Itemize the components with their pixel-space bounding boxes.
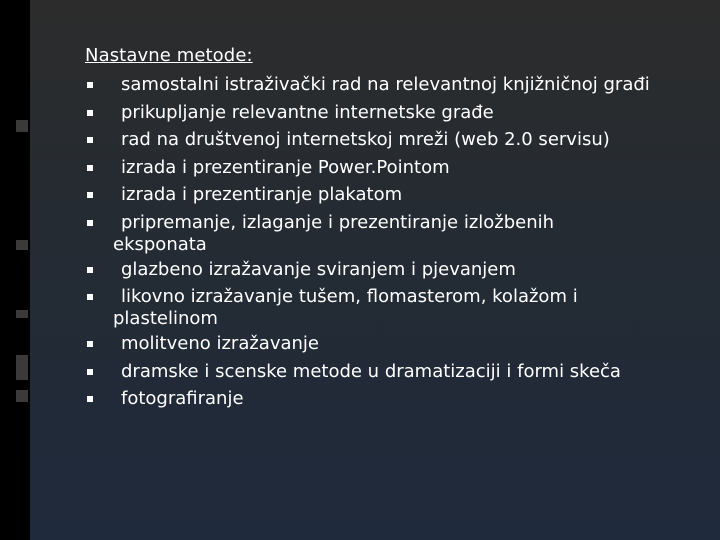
- list-item: [85, 333, 695, 355]
- accent-mark: [16, 310, 28, 318]
- accent-block: [16, 51, 28, 85]
- list-item: [85, 388, 695, 410]
- list-item-text: samostalni istraživački rad na relevantnoj knjižničnoj građi: [121, 74, 650, 95]
- accent-mark: [16, 355, 28, 380]
- list-item: [85, 259, 695, 281]
- square-bullet-icon: [87, 396, 93, 402]
- list-item-text: rad na društvenoj internetskoj mreži (web 2.0 servisu): [121, 129, 610, 150]
- accent-mark: [16, 120, 28, 132]
- list-item-text: molitveno izražavanje: [121, 333, 319, 354]
- list-item-text: izrada i prezentiranje Power.Pointom: [121, 156, 450, 178]
- list-item: [85, 184, 695, 206]
- square-bullet-icon: [87, 294, 93, 300]
- square-bullet-icon: [87, 82, 93, 88]
- list-item-text: izrada i prezentiranje plakatom: [121, 184, 403, 205]
- slide-title: Nastavne metode:: [85, 45, 253, 66]
- list-item-text: pripremanje, izlaganje i prezentiranje izložbenih: [121, 211, 555, 233]
- list-item: [85, 74, 695, 96]
- list-item-text-continued: plastelinom: [113, 308, 218, 329]
- methods-list: [85, 74, 695, 416]
- list-item-text: dramske i scenske metode u dramatizaciji i formi skeča: [121, 360, 621, 382]
- square-bullet-icon: [87, 341, 93, 347]
- list-item-text-continued: eksponata: [113, 233, 207, 255]
- list-item: [85, 157, 695, 179]
- square-bullet-icon: [87, 110, 93, 116]
- list-item-text: prikupljanje relevantne internetske građe: [121, 101, 494, 123]
- list-item: [85, 102, 695, 124]
- square-bullet-icon: [87, 165, 93, 171]
- list-item: [85, 129, 695, 151]
- list-item-text: fotografiranje: [121, 388, 244, 409]
- list-item: [85, 212, 695, 256]
- list-item-text: glazbeno izražavanje sviranjem i pjevanjem: [121, 258, 516, 280]
- list-item: [85, 286, 695, 330]
- square-bullet-icon: [87, 267, 93, 273]
- square-bullet-icon: [87, 220, 93, 226]
- square-bullet-icon: [87, 369, 93, 375]
- accent-mark: [16, 390, 28, 402]
- square-bullet-icon: [87, 192, 93, 198]
- accent-mark: [16, 240, 28, 250]
- list-item: [85, 361, 695, 383]
- square-bullet-icon: [87, 137, 93, 143]
- list-item-text: likovno izražavanje tušem, flomasterom, kolažom i: [121, 286, 578, 307]
